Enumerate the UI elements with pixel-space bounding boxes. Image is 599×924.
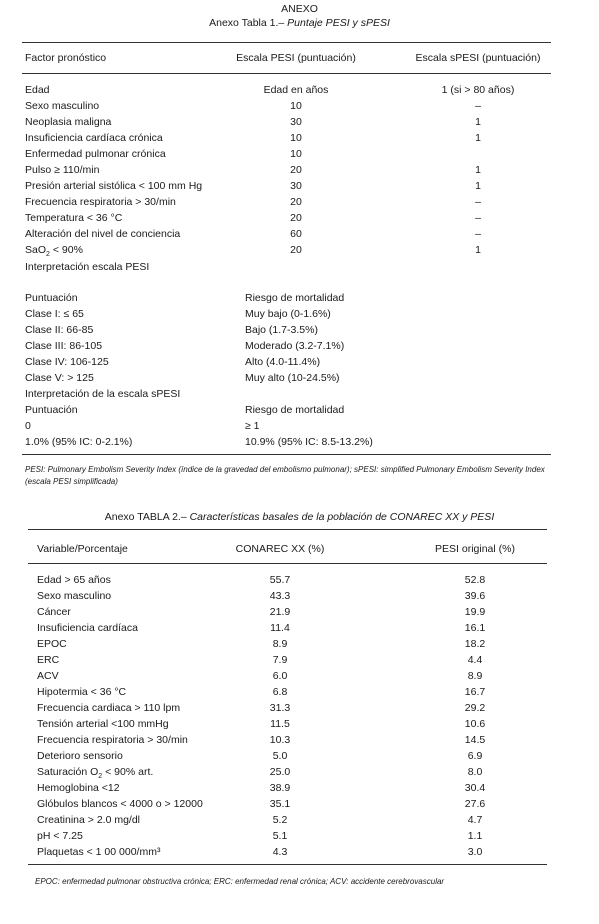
table1-row-factor: Sexo masculino bbox=[25, 100, 100, 112]
table1-row-pesi: 20 bbox=[290, 244, 302, 256]
spesi-interpretation-label: Interpretación de la escala sPESI bbox=[25, 388, 181, 400]
table2-row-variable: Glóbulos blancos < 4000 o > 12000 bbox=[37, 798, 203, 810]
table2-row-variable: Frecuencia respiratoria > 30/min bbox=[37, 734, 188, 746]
table1-header-rule bbox=[22, 73, 551, 74]
table2-row-pesi: 8.0 bbox=[467, 766, 483, 778]
table2-row-pesi: 29.2 bbox=[464, 702, 486, 714]
table2-row-pesi: 16.7 bbox=[464, 686, 486, 698]
spesi-score: 0 bbox=[25, 420, 31, 432]
table1-row-pesi: 20 bbox=[290, 212, 302, 224]
table1-row-factor: Alteración del nivel de conciencia bbox=[25, 228, 181, 240]
table1-row-factor: Neoplasia maligna bbox=[25, 116, 112, 128]
table1-row-pesi: 10 bbox=[290, 148, 302, 160]
table2-row-variable bbox=[37, 766, 153, 783]
table2-row-conarec: 10.3 bbox=[269, 734, 291, 746]
table1-row-spesi: – bbox=[475, 212, 481, 224]
table1-row-factor bbox=[25, 244, 83, 261]
table2-row-conarec: 11.4 bbox=[270, 622, 290, 634]
table2-row-conarec: 6.0 bbox=[272, 670, 288, 682]
table2-footnote: EPOC: enfermedad pulmonar obstructiva crónica; ERC: enfermedad renal crónica; ACV: accidente cerebrovascular bbox=[35, 877, 445, 886]
table1-row-pesi: 10 bbox=[290, 132, 302, 144]
table1-header-spesi: Escala sPESI (puntuación) bbox=[415, 52, 541, 64]
table2-caption bbox=[0, 511, 599, 524]
table2-row-pesi: 8.9 bbox=[467, 670, 483, 682]
pesi-class-risk: Muy alto (10-24.5%) bbox=[245, 372, 340, 384]
spesi-risk: 10.9% (95% IC: 8.5-13.2%) bbox=[245, 436, 373, 448]
table1-caption-prefix: Anexo Tabla 1.– bbox=[209, 17, 285, 29]
table2-row-variable: ACV bbox=[37, 670, 59, 682]
table2-row-variable: Plaquetas < 1 00 000/mm³ bbox=[37, 846, 161, 858]
pesi-class-score: Clase IV: 106-125 bbox=[25, 356, 109, 368]
table2-row-pesi: 27.6 bbox=[464, 798, 486, 810]
table1-row-pesi: 60 bbox=[290, 228, 302, 240]
pesi-class-risk: Bajo (1.7-3.5%) bbox=[245, 324, 318, 336]
table2-header-rule bbox=[28, 563, 547, 564]
table2-row-variable: Hemoglobina <12 bbox=[37, 782, 120, 794]
table1-row-pesi: 10 bbox=[290, 100, 302, 112]
table1-row-pesi: Edad en años bbox=[263, 84, 329, 96]
spesi-score-header: Puntuación bbox=[25, 404, 78, 416]
table2-row-conarec: 21.9 bbox=[269, 606, 291, 618]
table2-top-rule bbox=[28, 529, 547, 530]
pesi-score-header: Puntuación bbox=[25, 292, 78, 304]
table1-row-spesi: 1 bbox=[475, 244, 481, 256]
saturation-subscript: 2 bbox=[98, 773, 103, 781]
pesi-risk-header: Riesgo de mortalidad bbox=[245, 292, 345, 304]
table2-row-variable: Edad > 65 años bbox=[37, 574, 111, 586]
pesi-class-score: Clase II: 66-85 bbox=[25, 324, 94, 336]
table1-row-factor: Frecuencia respiratoria > 30/min bbox=[25, 196, 176, 208]
table2-row-variable: Frecuencia cardiaca > 110 lpm bbox=[37, 702, 181, 714]
table2-row-pesi: 3.0 bbox=[467, 846, 483, 858]
sao-label: SaO bbox=[25, 244, 47, 256]
table1-row-spesi: 1 (si > 80 años) bbox=[441, 84, 515, 96]
table2-caption-prefix: Anexo TABLA 2.– bbox=[104, 511, 187, 523]
pesi-class-risk: Moderado (3.2-7.1%) bbox=[245, 340, 345, 352]
table2-row-pesi: 1.1 bbox=[467, 830, 483, 842]
pesi-class-score: Clase III: 86-105 bbox=[25, 340, 103, 352]
table2-row-pesi: 30.4 bbox=[464, 782, 486, 794]
pesi-class-risk: Alto (4.0-11.4%) bbox=[245, 356, 321, 368]
table2-row-pesi: 18.2 bbox=[464, 638, 486, 650]
table2-row-variable: Tensión arterial <100 mmHg bbox=[37, 718, 169, 730]
table1-row-spesi: – bbox=[475, 228, 481, 240]
pesi-interpretation-label: Interpretación escala PESI bbox=[25, 261, 150, 273]
saturation-suffix: < 90% art. bbox=[102, 766, 154, 778]
table2-row-conarec: 5.1 bbox=[272, 830, 288, 842]
table2-row-conarec: 11.5 bbox=[270, 718, 290, 730]
table1-header-factor: Factor pronóstico bbox=[25, 52, 107, 64]
table2-row-conarec: 25.0 bbox=[269, 766, 291, 778]
table2-row-conarec: 5.2 bbox=[272, 814, 288, 826]
table2-row-pesi: 4.4 bbox=[467, 654, 483, 666]
table2-header-pesi: PESI original (%) bbox=[435, 543, 515, 555]
saturation-label: Saturación O bbox=[37, 766, 99, 778]
table2-header-variable: Variable/Porcentaje bbox=[37, 543, 128, 555]
table2-row-conarec: 35.1 bbox=[269, 798, 291, 810]
pesi-class-risk: Muy bajo (0-1.6%) bbox=[245, 308, 331, 320]
table1-row-pesi: 20 bbox=[290, 164, 302, 176]
table2-row-pesi: 16.1 bbox=[464, 622, 486, 634]
sao-subscript: 2 bbox=[46, 251, 50, 259]
table1-top-rule bbox=[22, 42, 551, 43]
table1-row-spesi: 1 bbox=[475, 132, 481, 144]
table1-row-pesi: 30 bbox=[290, 116, 302, 128]
pesi-class-score: Clase I: ≤ 65 bbox=[25, 308, 84, 320]
table1-bottom-rule bbox=[22, 454, 551, 455]
table2-row-conarec: 7.9 bbox=[272, 654, 288, 666]
table2-row-pesi: 10.6 bbox=[464, 718, 486, 730]
table1-row-factor: Insuficiencia cardíaca crónica bbox=[25, 132, 163, 144]
table2-row-conarec: 8.9 bbox=[272, 638, 288, 650]
table2-row-conarec: 31.3 bbox=[269, 702, 291, 714]
table1-caption-title: Puntaje PESI y sPESI bbox=[287, 17, 390, 29]
table1-row-spesi: 1 bbox=[475, 164, 481, 176]
table1-footnote: PESI: Pulmonary Embolism Severity Index (índice de la gravedad del embolismo pulmonar); sPESI: simplified Pulmonary Embolism Severity Index (escala PESI simplificada) bbox=[25, 465, 545, 486]
table1-row-spesi: – bbox=[475, 100, 481, 112]
table2-row-pesi: 19.9 bbox=[464, 606, 486, 618]
table2-row-pesi: 4.7 bbox=[467, 814, 483, 826]
table1-row-factor: Temperatura < 36 °C bbox=[25, 212, 123, 224]
table2-row-variable: pH < 7.25 bbox=[37, 830, 83, 842]
table2-row-variable: Cáncer bbox=[37, 606, 71, 618]
spesi-score: 1.0% (95% IC: 0-2.1%) bbox=[25, 436, 133, 448]
table2-row-variable: Sexo masculino bbox=[37, 590, 112, 602]
table2-row-pesi: 39.6 bbox=[464, 590, 486, 602]
table2-row-pesi: 52.8 bbox=[464, 574, 486, 586]
table2-row-conarec: 4.3 bbox=[272, 846, 288, 858]
table2-row-variable: Insuficiencia cardíaca bbox=[37, 622, 138, 634]
table2-row-variable: Deterioro sensorio bbox=[37, 750, 123, 762]
table2-row-pesi: 6.9 bbox=[467, 750, 483, 762]
table1-row-factor: Presión arterial sistólica < 100 mm Hg bbox=[25, 180, 203, 192]
table2-row-variable: EPOC bbox=[37, 638, 67, 650]
table2-row-variable: ERC bbox=[37, 654, 60, 666]
table1-row-pesi: 30 bbox=[290, 180, 302, 192]
table1-header-pesi: Escala PESI (puntuación) bbox=[236, 52, 356, 64]
table1-row-factor: Pulso ≥ 110/min bbox=[25, 164, 100, 176]
table1-row-spesi: – bbox=[475, 196, 481, 208]
table1-row-spesi: 1 bbox=[475, 180, 481, 192]
table2-header-conarec: CONAREC XX (%) bbox=[235, 543, 325, 555]
table1-row-factor: Edad bbox=[25, 84, 50, 96]
annex-title: ANEXO bbox=[281, 3, 318, 15]
table2-row-conarec: 55.7 bbox=[269, 574, 291, 586]
pesi-class-score: Clase V: > 125 bbox=[25, 372, 94, 384]
table1-row-pesi: 20 bbox=[290, 196, 302, 208]
table1-caption bbox=[0, 17, 599, 30]
sao-suffix: < 90% bbox=[49, 244, 83, 256]
table2-bottom-rule bbox=[28, 864, 547, 865]
table2-row-conarec: 5.0 bbox=[272, 750, 288, 762]
table2-caption-title: Características basales de la población de CONAREC XX y PESI bbox=[189, 511, 495, 523]
table1-row-spesi: 1 bbox=[475, 116, 481, 128]
table1-row-factor: Enfermedad pulmonar crónica bbox=[25, 148, 166, 160]
table2-row-conarec: 43.3 bbox=[269, 590, 291, 602]
spesi-risk-header: Riesgo de mortalidad bbox=[245, 404, 345, 416]
table2-row-conarec: 38.9 bbox=[269, 782, 291, 794]
table2-row-pesi: 14.5 bbox=[464, 734, 486, 746]
table2-row-conarec: 6.8 bbox=[272, 686, 288, 698]
table2-row-variable: Creatinina > 2.0 mg/dl bbox=[37, 814, 141, 826]
table2-row-variable: Hipotermia < 36 °C bbox=[37, 686, 127, 698]
spesi-risk: ≥ 1 bbox=[245, 420, 260, 432]
